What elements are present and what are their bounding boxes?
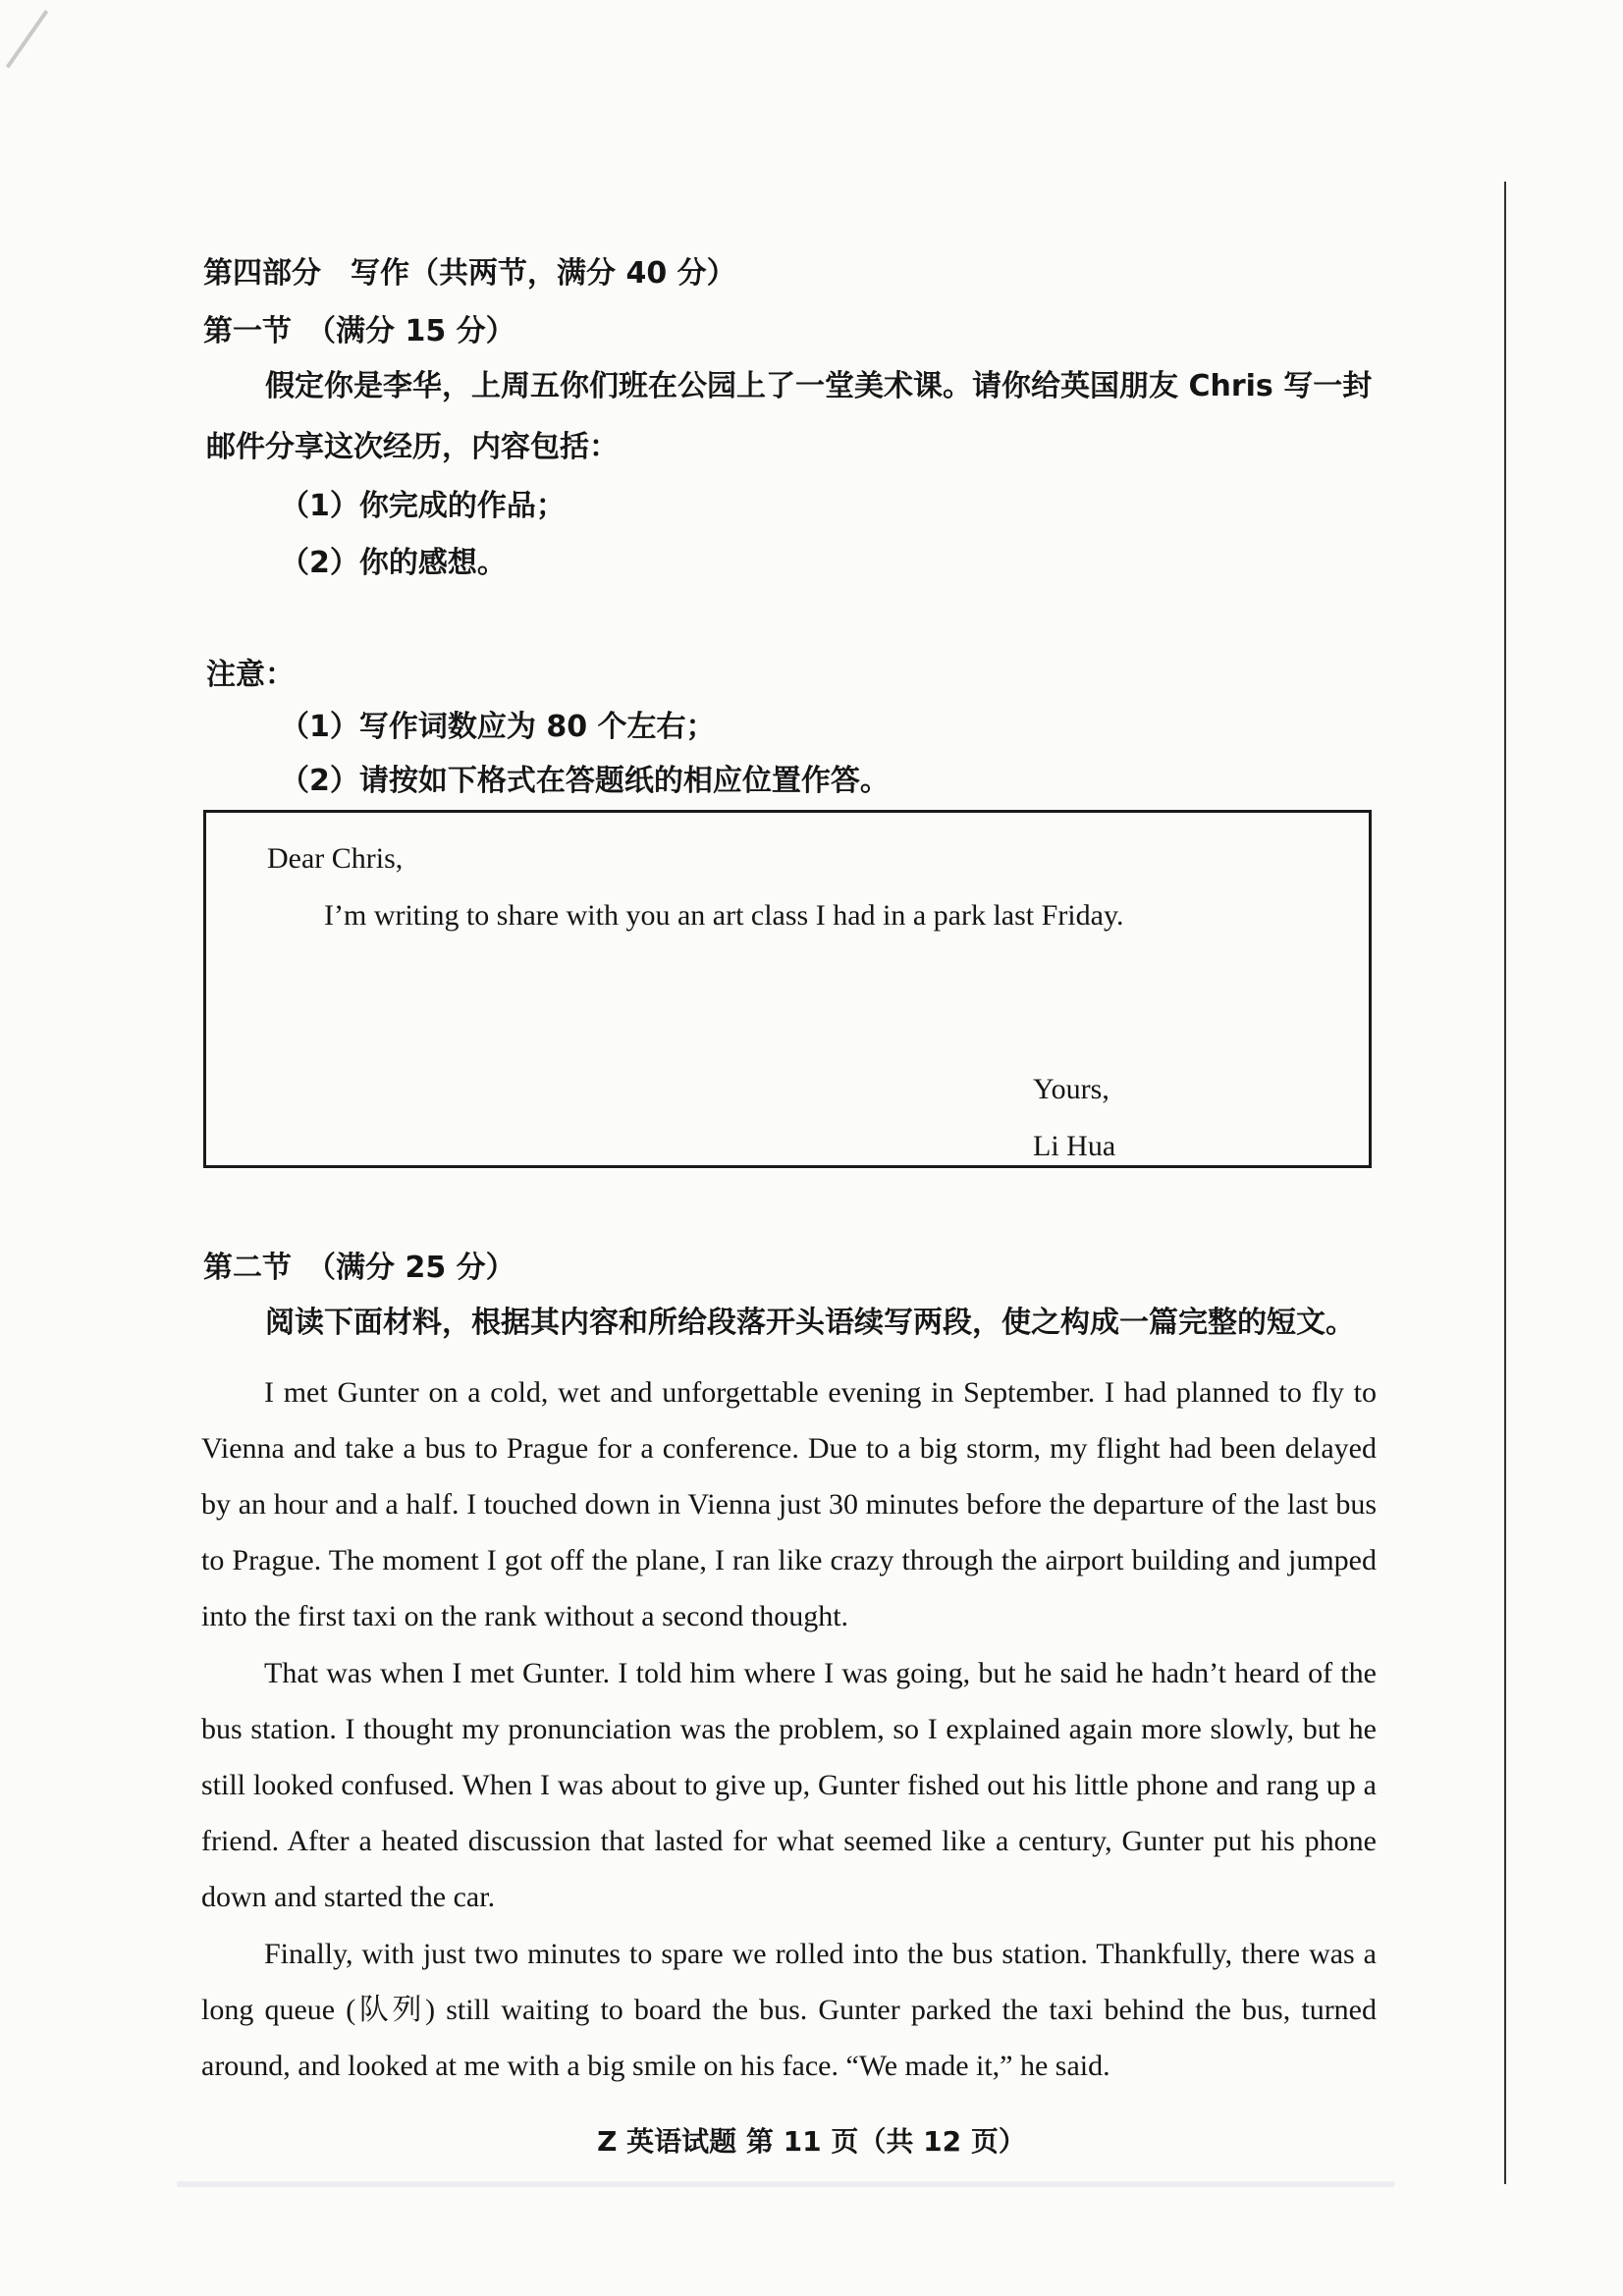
section1-heading: 第一节 （满分 15 分）	[203, 314, 515, 348]
margin-rule	[1504, 182, 1506, 2184]
section2-instruction: 阅读下面材料，根据其内容和所给段落开头语续写两段，使之构成一篇完整的短文。	[265, 1306, 1355, 1340]
prompt-line-1: 假定你是李华，上周五你们班在公园上了一堂美术课。请你给英国朋友 Chris 写一封	[265, 369, 1373, 403]
passage-paragraph-2: That was when I met Gunter. I told him where I was going, but he said he hadn’t heard of the bus station. I thought my pronunciation was the problem, so I explained again more slowly, but he still looked confused. When I was about to give up, Gunter fished out his little phone and rang up a friend. After a heated discussion that lasted for what seemed like a century, Gunter put his phone down and started the car.	[201, 1657, 1377, 1913]
part-heading: 第四部分 写作（共两节，满分 40 分）	[203, 256, 736, 291]
section2-heading: 第二节 （满分 25 分）	[203, 1251, 515, 1285]
letter-closing: Yours,	[1033, 1073, 1109, 1105]
letter-signature: Li Hua	[1033, 1130, 1116, 1162]
scan-corner-mark	[6, 10, 48, 69]
page-footer: Z 英语试题 第 11 页（共 12 页）	[597, 2125, 1026, 2158]
passage-paragraph-3: Finally, with just two minutes to spare we rolled into the bus station. Thankfully, there was a long queue (队列) still waiting to board the bus. Gunter parked the taxi behind the bus, turned around, and looked at me with a big smile on his face. “We made it,” he said.	[201, 1938, 1377, 2082]
content-point-2: （2）你的感想。	[280, 546, 507, 580]
letter-opening: I’m writing to share with you an art class I had in a park last Friday.	[324, 899, 1124, 932]
prompt-line-2: 邮件分享这次经历，内容包括：	[206, 430, 619, 464]
note-label: 注意：	[206, 658, 295, 692]
letter-format-box	[203, 810, 1372, 1168]
passage-paragraph-1: I met Gunter on a cold, wet and unforgettable evening in September. I had planned to fly to Vienna and take a bus to Prague for a conference. Due to a big storm, my flight had been delayed by an hour and a half. I touched down in Vienna just 30 minutes before the departure of the last bus to Prague. The moment I got off the plane, I ran like crazy through the airport building and jumped into the first taxi on the rank without a second thought.	[201, 1376, 1377, 1632]
note-2: （2）请按如下格式在答题纸的相应位置作答。	[280, 764, 890, 798]
note-1: （1）写作词数应为 80 个左右；	[280, 710, 716, 744]
content-point-1: （1）你完成的作品；	[280, 489, 566, 523]
letter-greeting: Dear Chris,	[267, 842, 404, 875]
scan-artifact	[177, 2181, 1394, 2187]
